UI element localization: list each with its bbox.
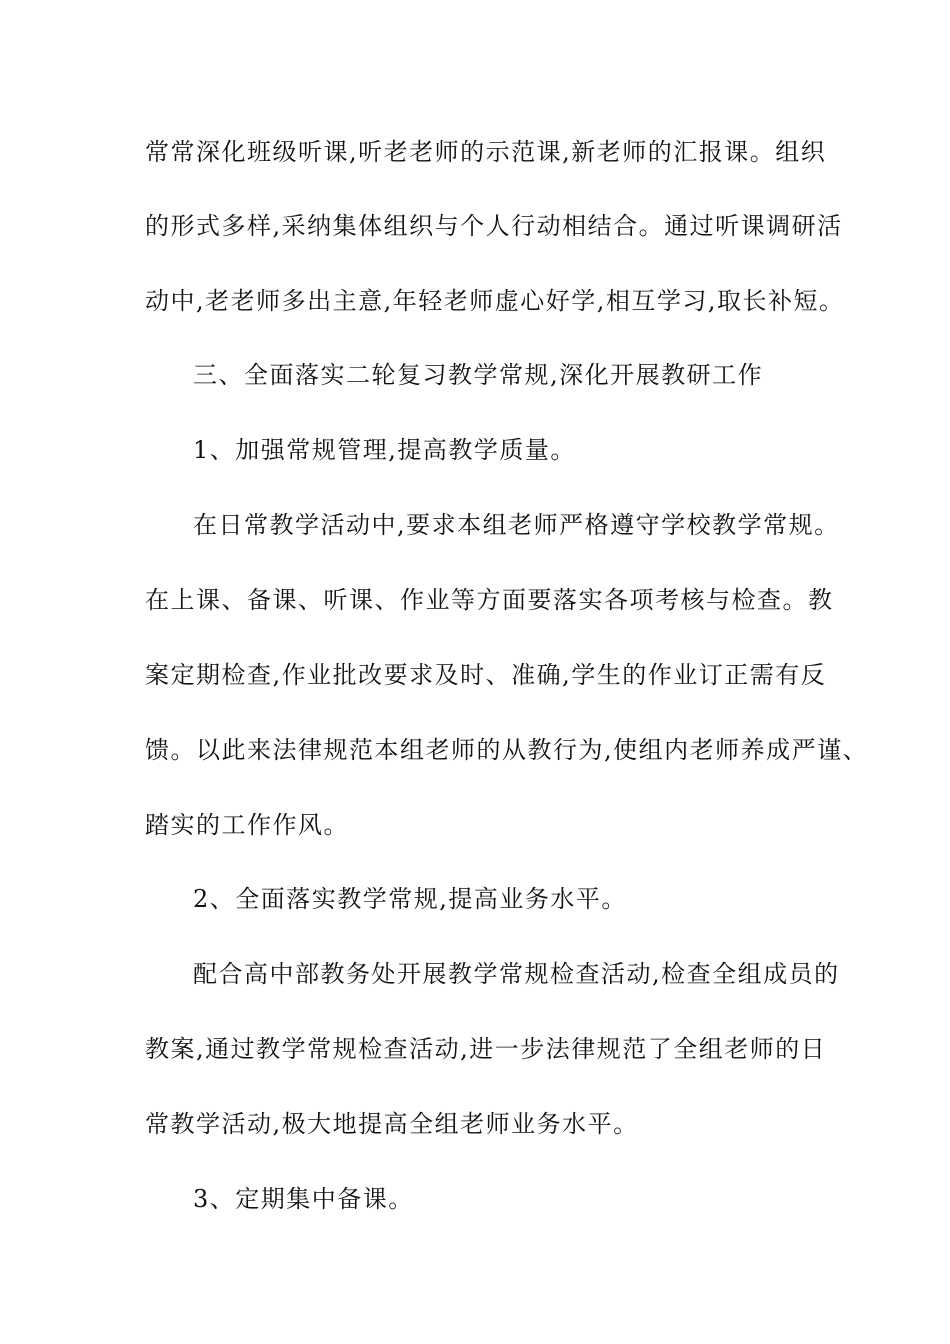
section-heading: 三、全面落实二轮复习教学常规,深化开展教研工作: [193, 361, 764, 389]
paragraph-line: 踏实的工作作风。: [145, 811, 349, 839]
paragraph-line: 教案,通过教学常规检查活动,进一步法律规范了全组老师的日: [145, 1035, 827, 1063]
subsection-heading: 3、定期集中备课。: [193, 1185, 414, 1213]
paragraph-line: 常常深化班级听课,听老老师的示范课,新老师的汇报课。组织: [145, 138, 827, 166]
paragraph-line: 配合高中部教务处开展教学常规检查活动,检查全组成员的: [193, 960, 840, 988]
paragraph-line: 的形式多样,采纳集体组织与个人行动相结合。通过听课调研活: [145, 212, 843, 240]
paragraph-line: 馈。以此来法律规范本组老师的从教行为,使组内老师养成严谨、: [145, 736, 869, 764]
paragraph-line: 案定期检查,作业批改要求及时、准确,学生的作业订正需有反: [145, 661, 827, 689]
subsection-heading: 1、加强常规管理,提高教学质量。: [193, 436, 576, 464]
subsection-heading: 2、全面落实教学常规,提高业务水平。: [193, 885, 627, 913]
paragraph-line: 动中,老老师多出主意,年轻老师虚心好学,相互学习,取长补短。: [145, 287, 845, 315]
paragraph-line: 在上课、备课、听课、作业等方面要落实各项考核与检查。教: [145, 586, 834, 614]
paragraph-line: 在日常教学活动中,要求本组老师严格遵守学校教学常规。: [193, 511, 840, 539]
paragraph-line: 常教学活动,极大地提高全组老师业务水平。: [145, 1110, 639, 1138]
